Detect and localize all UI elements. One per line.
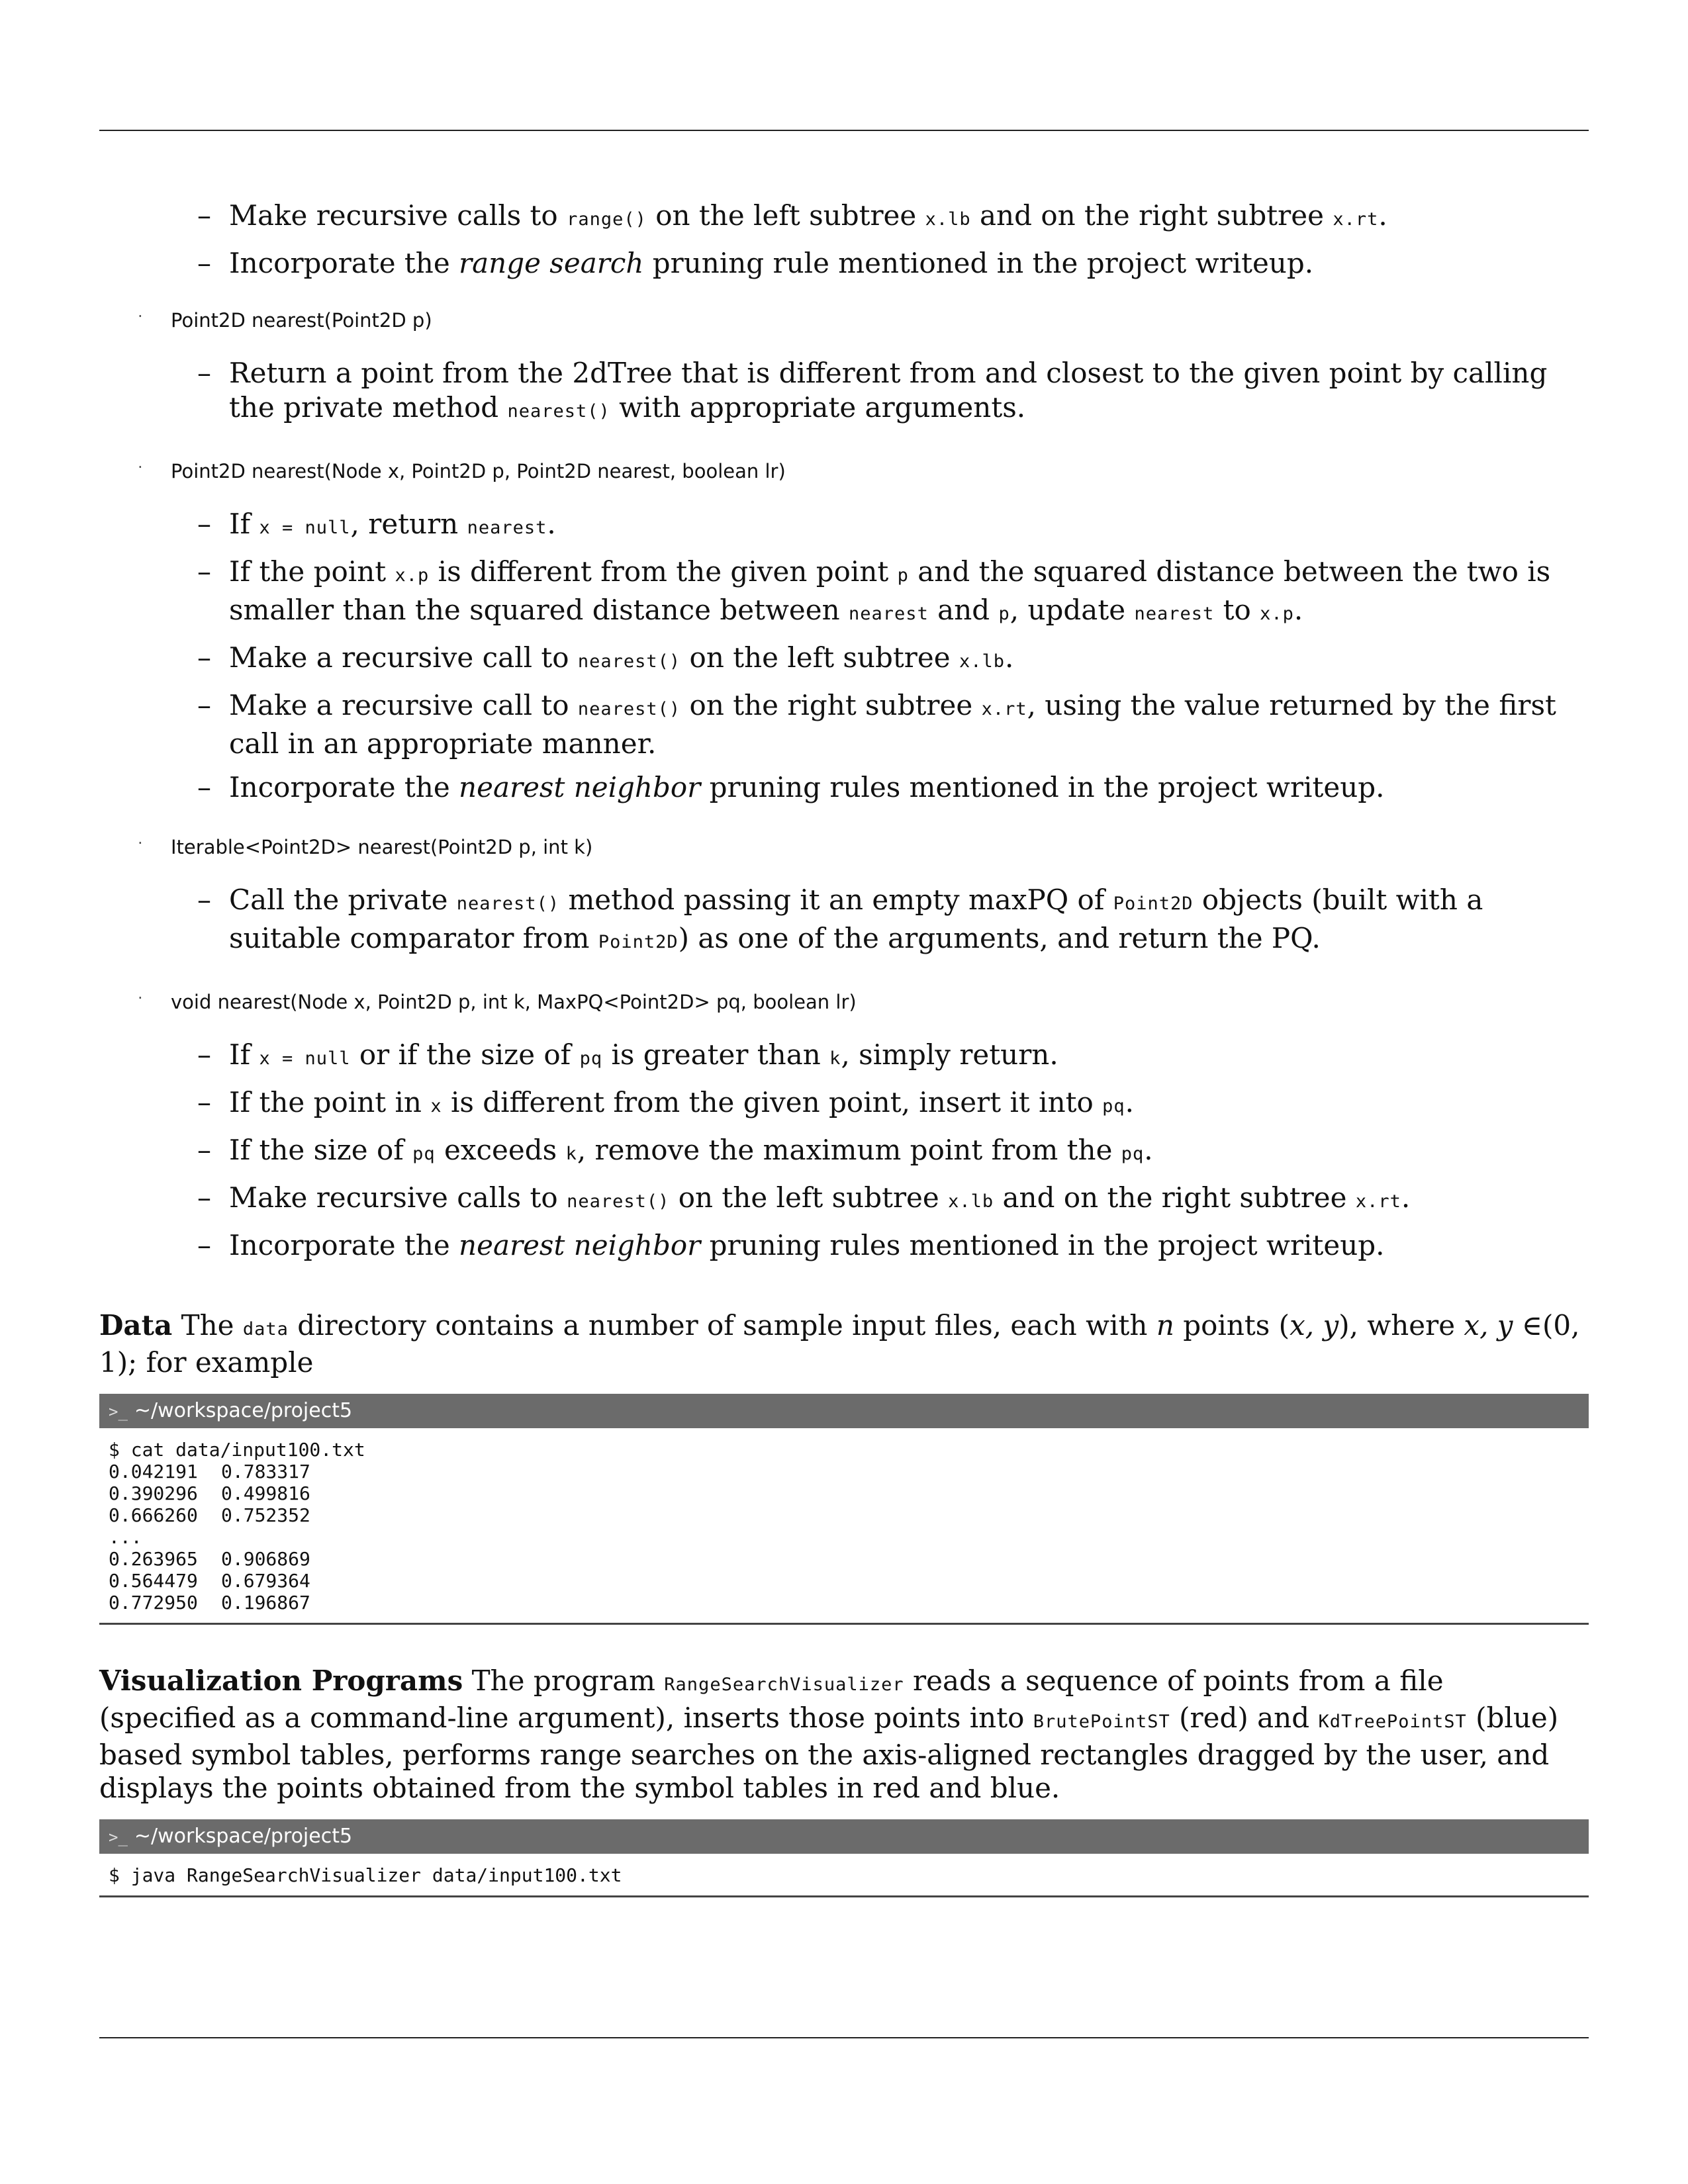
dash-bullet: – [197, 199, 211, 232]
dash-bullet: – [197, 1229, 211, 1261]
list-item: – Make recursive calls to range() on the left subtree x.lb and on the right subtree x.rt. [197, 199, 1387, 232]
method-signature: · Iterable<Point2D> nearest(Point2D p, int k) [99, 834, 1589, 860]
terminal-row: 0.564479 0.679364 [109, 1570, 310, 1592]
list-item: – If the size of pq exceeds k, remove the maximum point from the pq. [197, 1134, 1153, 1166]
list-item: – Make recursive calls to nearest() on the left subtree x.lb and on the right subtree x.rt. [197, 1181, 1411, 1214]
bullet-dot: · [138, 307, 143, 326]
terminal-header [99, 1819, 1589, 1854]
terminal-path: ~/workspace/project5 [134, 1825, 353, 1848]
terminal-row: 0.666260 0.752352 [109, 1504, 310, 1526]
dash-bullet: – [197, 689, 211, 721]
bullet-dot: · [138, 458, 143, 477]
dash-bullet: – [197, 641, 211, 674]
list-item: – Return a point from the 2dTree that is different from and closest to the given point by calling the private method nearest() with appropriate arguments. [197, 357, 1548, 424]
terminal-command: $ cat data/input100.txt [109, 1439, 365, 1461]
dash-bullet: – [197, 1181, 211, 1214]
method-signature: · void nearest(Node x, Point2D p, int k, MaxPQ<Point2D> pq, boolean lr) [99, 989, 1589, 1015]
list-item: – If the point in x is different from the given point, insert it into pq. [197, 1086, 1135, 1118]
method-signature: · Point2D nearest(Node x, Point2D p, Point2D nearest, boolean lr) [99, 458, 1589, 484]
page-content [99, 192, 1589, 1897]
list-item: – Call the private nearest() method passing it an empty maxPQ of Point2D objects (built with a suitable comparator from Point2D) as one of the arguments, and return the PQ. [197, 884, 1483, 954]
terminal-path: ~/workspace/project5 [134, 1399, 353, 1422]
dash-bullet: – [197, 508, 211, 540]
list-item: – If x = null, return nearest. [197, 508, 556, 540]
list-item: – Make a recursive call to nearest() on the left subtree x.lb. [197, 641, 1014, 674]
terminal-row: 0.042191 0.783317 [109, 1461, 310, 1482]
visualization-paragraph: Visualization Programs The program RangeSearchVisualizer reads a sequence of points from a file (specified as a command-line argument), inserts those points into BrutePointST (red) and KdTreePointST (blue) based symbol tables, performs range searches on the axis-aligned rectangles dragged by the user, and displays the points obtained from the symbol tables in red and blue. [99, 1664, 1559, 1804]
top-rule [99, 130, 1589, 131]
dash-bullet: – [197, 1038, 211, 1071]
bullet-dot: · [138, 834, 143, 852]
dash-bullet: – [197, 884, 211, 916]
list-item: – If x = null or if the size of pq is greater than k, simply return. [197, 1038, 1058, 1071]
terminal-row: 0.390296 0.499816 [109, 1482, 310, 1504]
dash-bullet: – [197, 555, 211, 588]
dash-bullet: – [197, 1086, 211, 1118]
method-signature: · Point2D nearest(Point2D p) [99, 307, 1589, 334]
terminal-window [99, 1819, 1589, 1897]
terminal-prompt-icon: >_ [109, 1402, 128, 1421]
terminal-command: $ java RangeSearchVisualizer data/input100.txt [109, 1864, 622, 1886]
list-item: – Incorporate the range search pruning rule mentioned in the project writeup. [197, 247, 1314, 279]
dash-bullet: – [197, 357, 211, 389]
dash-bullet: – [197, 1134, 211, 1166]
terminal-window [99, 1394, 1589, 1625]
bottom-rule [99, 2037, 1589, 2038]
list-item: – Make a recursive call to nearest() on the right subtree x.rt, using the value returned by the first call in an appropriate manner. [197, 689, 1556, 760]
terminal-body [99, 1854, 1589, 1897]
list-item: – Incorporate the nearest neighbor pruning rules mentioned in the project writeup. [197, 1229, 1385, 1261]
terminal-header [99, 1394, 1589, 1428]
dash-bullet: – [197, 771, 211, 803]
list-item: – If the point x.p is different from the given point p and the squared distance between the two is smaller than the squared distance between nearest and p, update nearest to x.p. [197, 555, 1551, 626]
bullet-dot: · [138, 989, 143, 1007]
list-item: – Incorporate the nearest neighbor pruning rules mentioned in the project writeup. [197, 771, 1385, 803]
terminal-body [99, 1428, 1589, 1625]
terminal-ellipsis: ... [109, 1526, 142, 1548]
terminal-row: 0.263965 0.906869 [109, 1548, 310, 1570]
terminal-prompt-icon: >_ [109, 1828, 128, 1846]
terminal-row: 0.772950 0.196867 [109, 1592, 310, 1614]
dash-bullet: – [197, 247, 211, 279]
data-paragraph: Data The data directory contains a number of sample input files, each with n points (x, y), where x, y ∈(0, 1); for example [99, 1309, 1580, 1379]
